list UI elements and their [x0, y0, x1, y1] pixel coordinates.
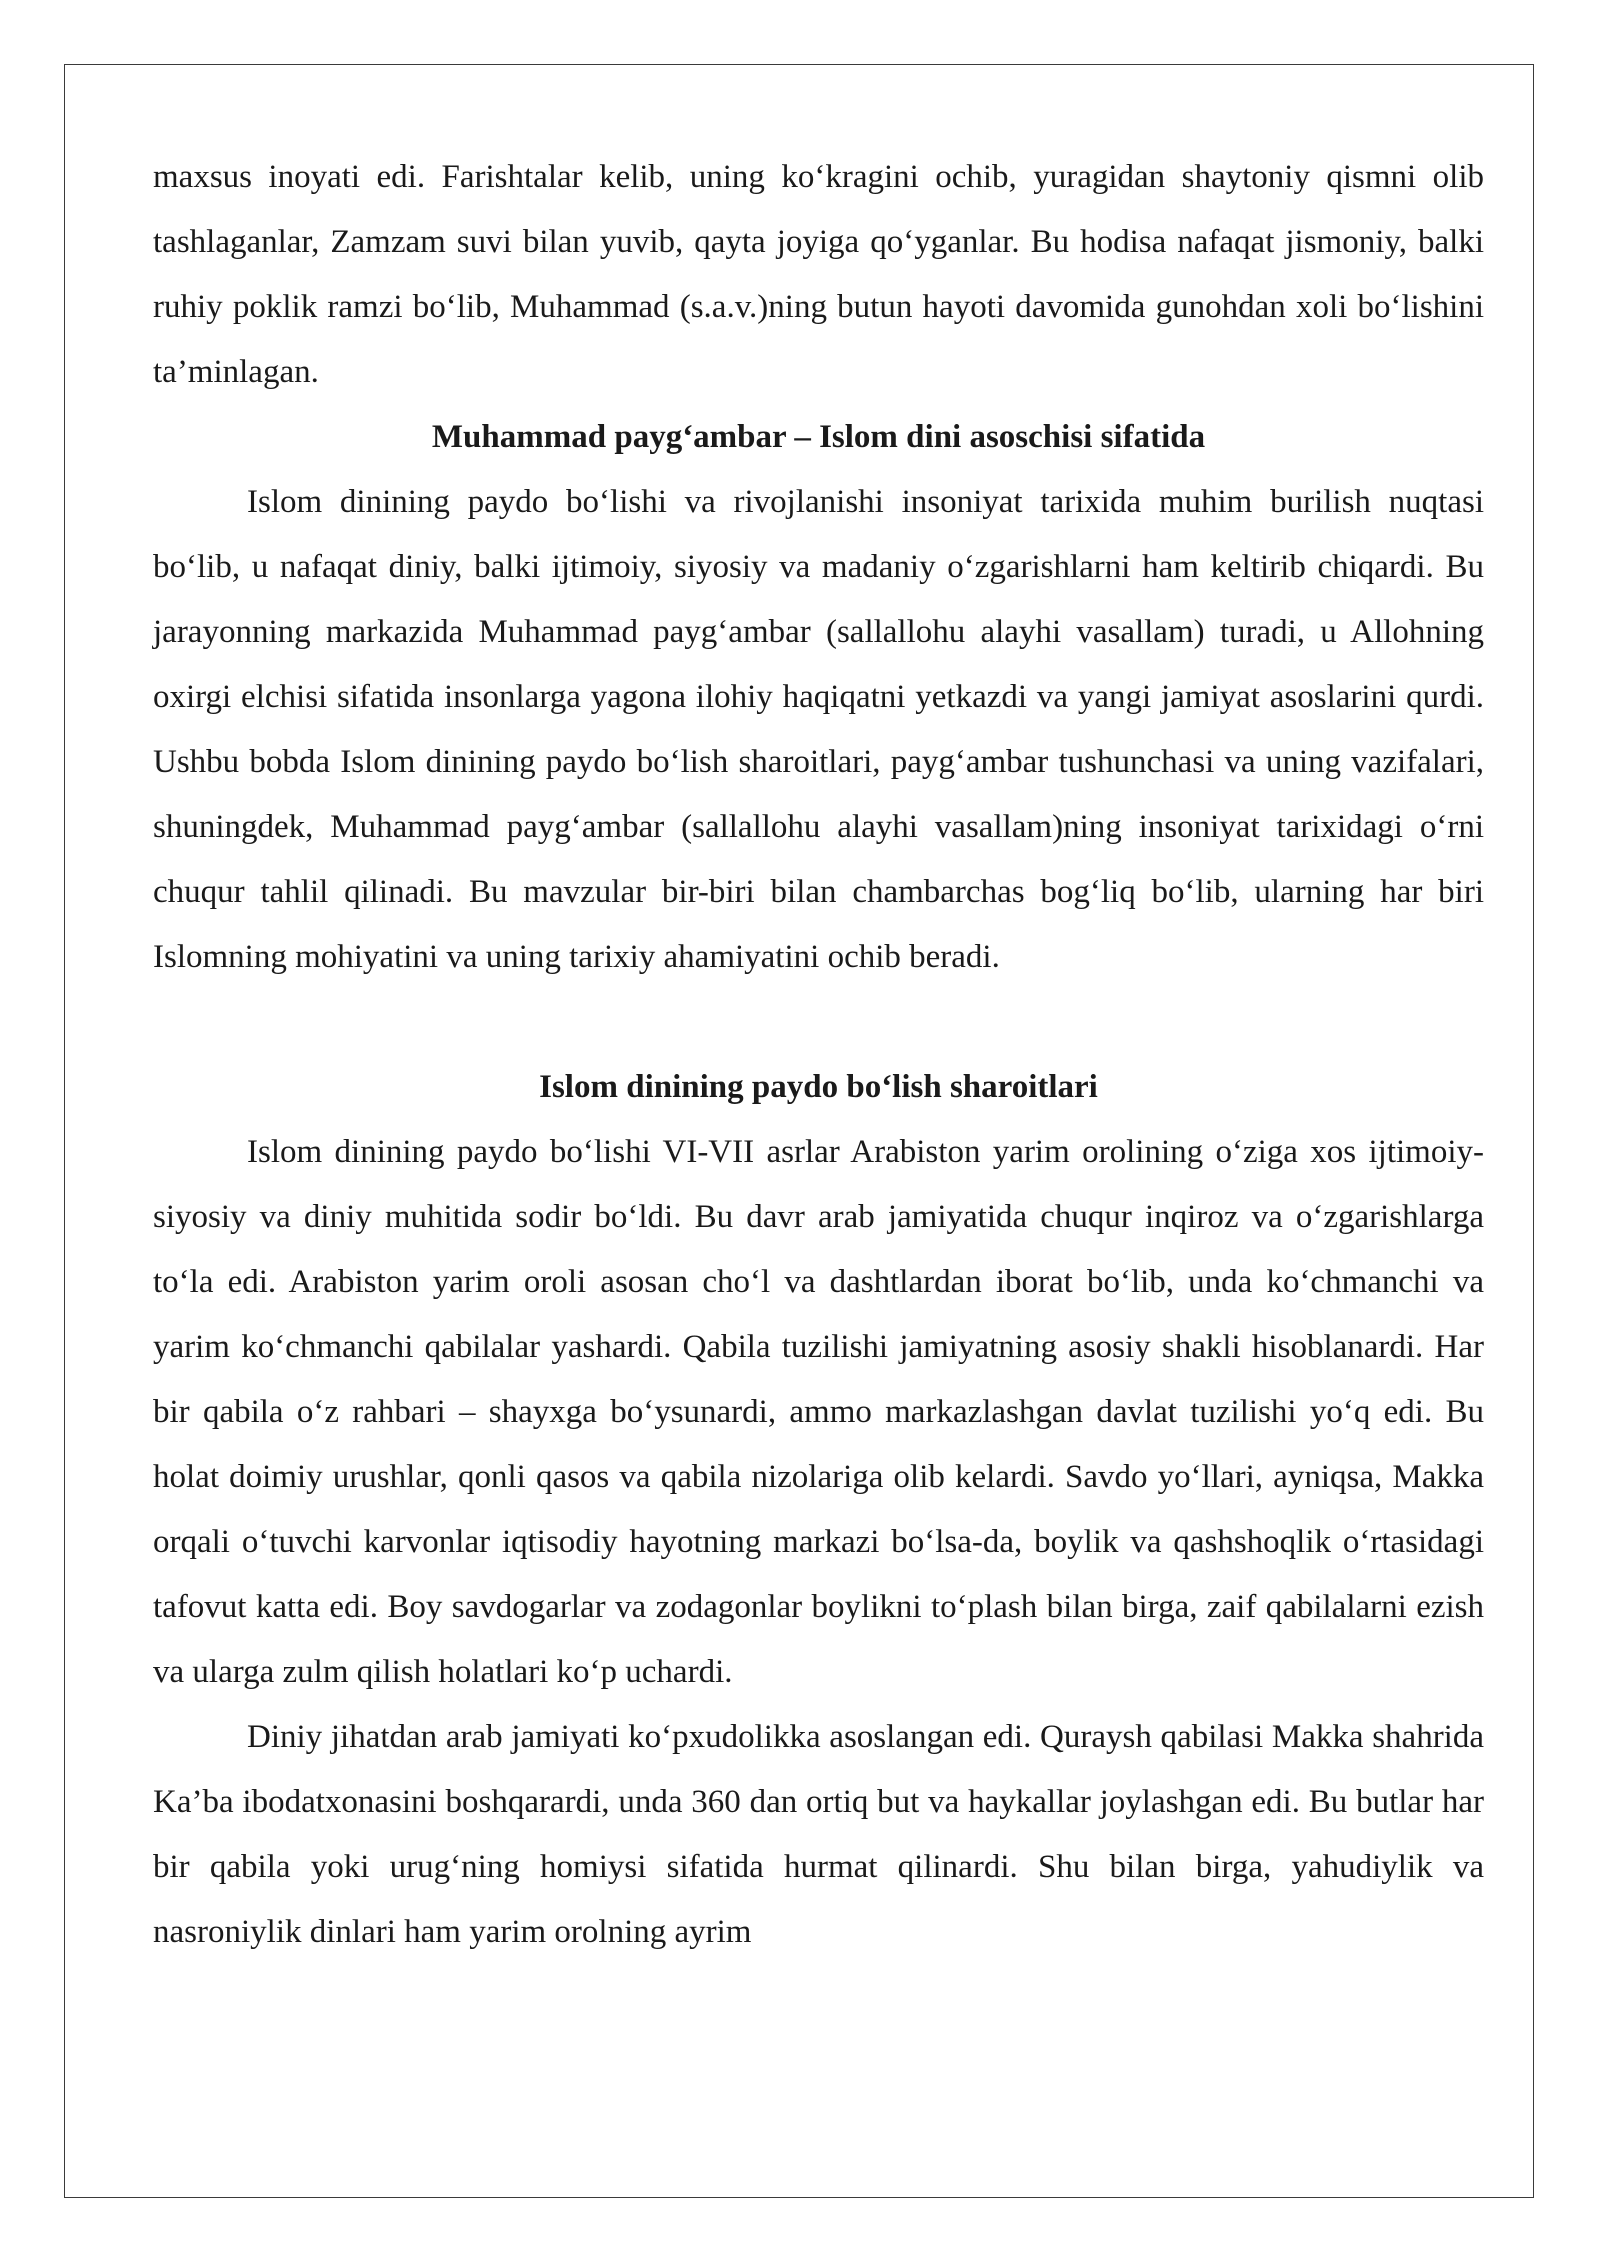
- section-heading-muhammad: Muhammad payg‘ambar – Islom dini asoschisi sifatida: [431, 419, 1206, 455]
- blank-line: [153, 990, 1484, 1055]
- paragraph-continued: maxsus inoyati edi. Farishtalar kelib, uning ko‘kragini ochib, yuragidan shaytoniy qismni olib tashlaganlar, Zamzam suvi bilan yuvib, qayta joyiga qo‘yganlar. Bu hodisa nafaqat jismoniy, balki ruhiy poklik ramzi bo‘lib, Muhammad (s.a.v.)ning butun hayoti davomida gunohdan xoli bo‘lishini ta’minlagan.: [153, 159, 1484, 390]
- document-body: [153, 145, 1484, 1965]
- paragraph-social-conditions: Islom dinining paydo bo‘lishi VI-VII asrlar Arabiston yarim orolining o‘ziga xos ijtimoiy-siyosiy va diniy muhitida sodir bo‘ldi. Bu davr arab jamiyatida chuqur inqiroz va o‘zgarishlarga to‘la edi. Arabiston yarim oroli asosan cho‘l va dashtlardan iborat bo‘lib, unda ko‘chmanchi va yarim ko‘chmanchi qabilalar yashardi. Qabila tuzilishi jamiyatning asosiy shakli hisoblanardi. Har bir qabila o‘z rahbari – shayxga bo‘ysunardi, ammo markazlashgan davlat tuzilishi yo‘q edi. Bu holat doimiy urushlar, qonli qasos va qabila nizolariga olib kelardi. Savdo yo‘llari, ayniqsa, Makka orqali o‘tuvchi karvonlar iqtisodiy hayotning markazi bo‘lsa-da, boylik va qashshoqlik o‘rtasidagi tafovut katta edi. Boy savdogarlar va zodagonlar boylikni to‘plash bilan birga, zaif qabilalarni ezish va ularga zulm qilish holatlari ko‘p uchardi.: [153, 1134, 1484, 1690]
- section-heading-conditions: Islom dinining paydo bo‘lish sharoitlari: [539, 1069, 1098, 1105]
- paragraph-intro: Islom dinining paydo bo‘lishi va rivojlanishi insoniyat tarixida muhim burilish nuqtasi bo‘lib, u nafaqat diniy, balki ijtimoiy, siyosiy va madaniy o‘zgarishlarni ham keltirib chiqardi. Bu jarayonning markazida Muhammad payg‘ambar (sallallohu alayhi vasallam) turadi, u Allohning oxirgi elchisi sifatida insonlarga yagona ilohiy haqiqatni yetkazdi va yangi jamiyat asoslarini qurdi. Ushbu bobda Islom dinining paydo bo‘lish sharoitlari, payg‘ambar tushunchasi va uning vazifalari, shuningdek, Muhammad payg‘ambar (sallallohu alayhi vasallam)ning insoniyat tarixidagi o‘rni chuqur tahlil qilinadi. Bu mavzular bir-biri bilan chambarchas bog‘liq bo‘lib, ularning har biri Islomning mohiyatini va uning tarixiy ahamiyatini ochib beradi.: [153, 484, 1484, 975]
- paragraph-religious-conditions: Diniy jihatdan arab jamiyati ko‘pxudolikka asoslangan edi. Quraysh qabilasi Makka shahrida Ka’ba ibodatxonasini boshqarardi, unda 360 dan ortiq but va haykallar joylashgan edi. Bu butlar har bir qabila yoki urug‘ning homiysi sifatida hurmat qilinardi. Shu bilan birga, yahudiylik va nasroniylik dinlari ham yarim orolning ayrim: [153, 1719, 1484, 1950]
